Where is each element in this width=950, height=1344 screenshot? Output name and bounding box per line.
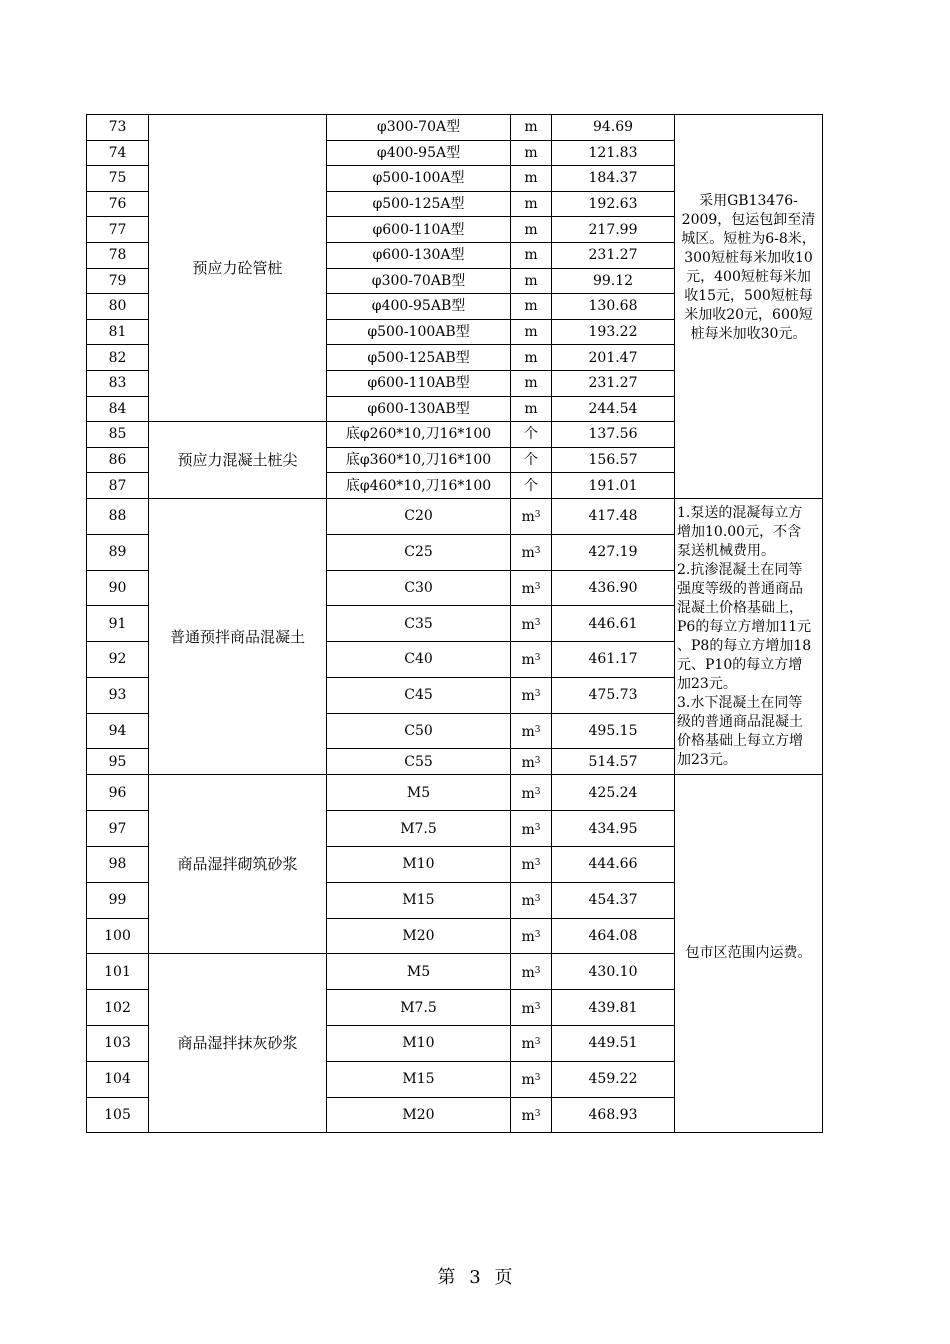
category-name: 商品湿拌砌筑砂浆	[149, 775, 327, 954]
unit-cell: m	[511, 268, 552, 294]
page-footer	[0, 1263, 950, 1289]
price-cell: 121.83	[552, 140, 675, 166]
unit-superscript: 3	[534, 1073, 541, 1084]
unit-text: m	[521, 580, 535, 597]
price-cell: 99.12	[552, 268, 675, 294]
spec-cell: M7.5	[327, 811, 511, 847]
unit-text: m	[521, 1072, 535, 1089]
row-number: 99	[87, 882, 149, 918]
unit-cell	[511, 606, 552, 642]
spec-cell: φ600-130AB型	[327, 396, 511, 422]
row-number: 88	[87, 498, 149, 534]
unit-cell	[511, 1061, 552, 1097]
note-line: 泵送机械费用。	[677, 542, 775, 559]
row-number: 81	[87, 319, 149, 345]
unit-superscript: 3	[534, 755, 541, 766]
spec-cell: C30	[327, 570, 511, 606]
row-number: 75	[87, 166, 149, 192]
row-number: 84	[87, 396, 149, 422]
unit-cell	[511, 713, 552, 749]
unit-cell	[511, 1026, 552, 1062]
note-line: 、P8的每立方增加18	[677, 637, 812, 654]
spec-cell: 底φ260*10,刀16*100	[327, 422, 511, 448]
price-cell: 244.54	[552, 396, 675, 422]
price-cell: 130.68	[552, 294, 675, 320]
spec-cell: φ300-70AB型	[327, 268, 511, 294]
unit-text: m	[521, 929, 535, 946]
unit-cell: m	[511, 115, 552, 141]
row-number: 74	[87, 140, 149, 166]
price-cell: 434.95	[552, 811, 675, 847]
unit-cell	[511, 498, 552, 534]
row-number: 73	[87, 115, 149, 141]
price-cell: 192.63	[552, 191, 675, 217]
spec-cell: φ600-110AB型	[327, 370, 511, 396]
spec-cell: 底φ460*10,刀16*100	[327, 473, 511, 499]
unit-text: m	[521, 754, 535, 771]
spec-cell: M10	[327, 847, 511, 883]
unit-text: m	[521, 616, 535, 633]
unit-cell: 个	[511, 422, 552, 448]
spec-cell: φ500-125AB型	[327, 345, 511, 371]
note-line: 加23元。	[677, 751, 737, 768]
note-line: P6的每立方增加11元	[677, 618, 812, 635]
unit-text: m	[521, 1000, 535, 1017]
unit-text: m	[521, 509, 535, 526]
price-table	[86, 114, 823, 1133]
unit-text: m	[521, 893, 535, 910]
price-cell: 137.56	[552, 422, 675, 448]
note-line: 2.抗渗混凝土在同等	[677, 561, 803, 578]
unit-superscript: 3	[534, 858, 541, 869]
row-number: 98	[87, 847, 149, 883]
spec-cell: M10	[327, 1026, 511, 1062]
unit-cell: m	[511, 294, 552, 320]
note-cell	[675, 498, 823, 775]
price-cell: 444.66	[552, 847, 675, 883]
spec-cell: φ500-100A型	[327, 166, 511, 192]
price-cell: 425.24	[552, 775, 675, 811]
price-cell: 193.22	[552, 319, 675, 345]
note-line: 元、P10的每立方增	[677, 656, 803, 673]
spec-cell: C45	[327, 677, 511, 713]
unit-cell	[511, 775, 552, 811]
price-cell: 459.22	[552, 1061, 675, 1097]
unit-text: m	[521, 857, 535, 874]
unit-cell	[511, 954, 552, 990]
row-number: 103	[87, 1026, 149, 1062]
unit-cell	[511, 749, 552, 775]
unit-text: m	[521, 1036, 535, 1053]
row-number: 82	[87, 345, 149, 371]
unit-cell	[511, 847, 552, 883]
price-cell: 449.51	[552, 1026, 675, 1062]
unit-cell	[511, 1097, 552, 1133]
spec-cell: M7.5	[327, 990, 511, 1026]
price-cell: 464.08	[552, 918, 675, 954]
spec-cell: M15	[327, 882, 511, 918]
unit-cell	[511, 534, 552, 570]
footer-prefix: 第	[437, 1267, 456, 1288]
unit-text: m	[521, 688, 535, 705]
unit-superscript: 3	[534, 546, 541, 557]
spec-cell: C55	[327, 749, 511, 775]
spec-cell: φ400-95AB型	[327, 294, 511, 320]
price-cell: 231.27	[552, 370, 675, 396]
footer-suffix: 页	[494, 1267, 513, 1288]
price-cell: 417.48	[552, 498, 675, 534]
price-cell: 201.47	[552, 345, 675, 371]
spec-cell: M5	[327, 775, 511, 811]
unit-superscript: 3	[534, 965, 541, 976]
note-text: 采用GB13476-2009，包运包卸至清城区。短桩为6-8米，300短桩每米加收10元，400短桩每米加收15元，500短桩每米加收20元，600短桩每米加收30元。	[681, 193, 816, 343]
price-cell: 454.37	[552, 882, 675, 918]
unit-cell: 个	[511, 447, 552, 473]
note-line: 级的普通商品混凝土	[677, 713, 803, 730]
spec-cell: C25	[327, 534, 511, 570]
note-line: 价格基础上每立方增	[677, 732, 803, 749]
row-number: 96	[87, 775, 149, 811]
row-number: 79	[87, 268, 149, 294]
unit-cell	[511, 882, 552, 918]
spec-cell: C50	[327, 713, 511, 749]
price-cell: 184.37	[552, 166, 675, 192]
note-line: 1.泵送的混凝每立方	[677, 504, 803, 521]
price-cell: 217.99	[552, 217, 675, 243]
category-name: 预应力砼管桩	[149, 115, 327, 422]
unit-text: m	[521, 785, 535, 802]
price-cell: 94.69	[552, 115, 675, 141]
price-cell: 468.93	[552, 1097, 675, 1133]
price-cell: 191.01	[552, 473, 675, 499]
spec-cell: φ600-130A型	[327, 242, 511, 268]
spec-cell: φ300-70A型	[327, 115, 511, 141]
spec-cell: φ400-95A型	[327, 140, 511, 166]
spec-cell: M15	[327, 1061, 511, 1097]
table-row	[87, 498, 823, 534]
row-number: 87	[87, 473, 149, 499]
price-cell: 427.19	[552, 534, 675, 570]
unit-cell	[511, 811, 552, 847]
spec-cell: 底φ360*10,刀16*100	[327, 447, 511, 473]
spec-cell: C20	[327, 498, 511, 534]
unit-cell: m	[511, 396, 552, 422]
spec-cell: M20	[327, 1097, 511, 1133]
unit-cell	[511, 677, 552, 713]
price-cell: 439.81	[552, 990, 675, 1026]
row-number: 101	[87, 954, 149, 990]
unit-cell: 个	[511, 473, 552, 499]
row-number: 105	[87, 1097, 149, 1133]
unit-cell: m	[511, 370, 552, 396]
category-name: 普通预拌商品混凝土	[149, 498, 327, 775]
row-number: 89	[87, 534, 149, 570]
unit-superscript: 3	[534, 725, 541, 736]
spec-cell: φ600-110A型	[327, 217, 511, 243]
price-cell: 495.15	[552, 713, 675, 749]
price-cell: 514.57	[552, 749, 675, 775]
unit-superscript: 3	[534, 1001, 541, 1012]
spec-cell: φ500-125A型	[327, 191, 511, 217]
row-number: 77	[87, 217, 149, 243]
unit-text: m	[521, 1108, 535, 1125]
price-cell: 231.27	[552, 242, 675, 268]
unit-text: m	[521, 821, 535, 838]
unit-superscript: 3	[534, 1037, 541, 1048]
row-number: 85	[87, 422, 149, 448]
row-number: 100	[87, 918, 149, 954]
category-name: 商品湿拌抹灰砂浆	[149, 954, 327, 1133]
row-number: 92	[87, 642, 149, 678]
row-number: 94	[87, 713, 149, 749]
row-number: 93	[87, 677, 149, 713]
row-number: 76	[87, 191, 149, 217]
unit-text: m	[521, 652, 535, 669]
unit-superscript: 3	[534, 894, 541, 905]
row-number: 97	[87, 811, 149, 847]
unit-cell	[511, 570, 552, 606]
note-line: 3.水下混凝土在同等	[677, 694, 803, 711]
table-row	[87, 775, 823, 811]
unit-cell	[511, 918, 552, 954]
row-number: 102	[87, 990, 149, 1026]
price-cell: 430.10	[552, 954, 675, 990]
price-cell: 475.73	[552, 677, 675, 713]
spec-cell: C40	[327, 642, 511, 678]
unit-cell: m	[511, 217, 552, 243]
row-number: 90	[87, 570, 149, 606]
row-number: 80	[87, 294, 149, 320]
row-number: 104	[87, 1061, 149, 1097]
price-cell: 156.57	[552, 447, 675, 473]
unit-cell: m	[511, 191, 552, 217]
category-name: 预应力混凝土桩尖	[149, 422, 327, 499]
unit-cell: m	[511, 242, 552, 268]
unit-text: m	[521, 724, 535, 741]
unit-superscript: 3	[534, 510, 541, 521]
unit-cell: m	[511, 345, 552, 371]
row-number: 78	[87, 242, 149, 268]
row-number: 95	[87, 749, 149, 775]
row-number: 83	[87, 370, 149, 396]
unit-cell	[511, 642, 552, 678]
unit-cell: m	[511, 319, 552, 345]
row-number: 91	[87, 606, 149, 642]
note-line: 混凝土价格基础上，	[677, 599, 803, 616]
unit-cell: m	[511, 140, 552, 166]
table-row	[87, 115, 823, 141]
unit-cell: m	[511, 166, 552, 192]
price-cell: 436.90	[552, 570, 675, 606]
price-cell: 461.17	[552, 642, 675, 678]
note-line: 强度等级的普通商品	[677, 580, 803, 597]
unit-superscript: 3	[534, 930, 541, 941]
spec-cell: M20	[327, 918, 511, 954]
note-cell: 包市区范围内运费。	[675, 775, 823, 1133]
spec-cell: M5	[327, 954, 511, 990]
unit-superscript: 3	[534, 581, 541, 592]
unit-superscript: 3	[534, 786, 541, 797]
spec-cell: φ500-100AB型	[327, 319, 511, 345]
unit-cell	[511, 990, 552, 1026]
price-cell: 446.61	[552, 606, 675, 642]
page-number: 3	[469, 1267, 481, 1288]
unit-superscript: 3	[534, 689, 541, 700]
note-line: 加23元。	[677, 675, 737, 692]
unit-superscript: 3	[534, 822, 541, 833]
unit-superscript: 3	[534, 653, 541, 664]
unit-text: m	[521, 545, 535, 562]
spec-cell: C35	[327, 606, 511, 642]
unit-superscript: 3	[534, 1109, 541, 1120]
unit-superscript: 3	[534, 617, 541, 628]
row-number: 86	[87, 447, 149, 473]
note-line: 增加10.00元，不含	[677, 523, 802, 540]
note-cell	[675, 115, 823, 499]
unit-text: m	[521, 964, 535, 981]
